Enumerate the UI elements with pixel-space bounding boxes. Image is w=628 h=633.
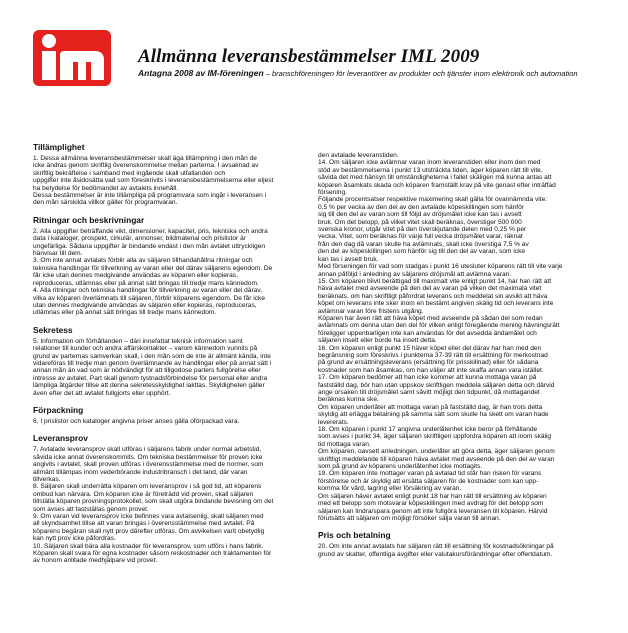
text-line: lämpliga åtgärder tillse att denna sekretesskyldighet iakttas. Skyldigheten gäller [33, 382, 265, 390]
text-line: utan dennes medgivande användas av säljaren eller kopieras, reproduceras, [33, 301, 257, 309]
text-line: Om köparen underlåter att mottaga varan på fastställd dag, är han trots detta [318, 403, 543, 411]
text-line: ange orsaken till dröjsmålet samt såvitt möjligt den tidpunkt, då mottagandet [318, 389, 540, 396]
text-line: svenska kronor, utgår vitet på den överskjutande delen med 0,25 % per [318, 226, 527, 234]
text-line: ha betydelse för bedömandet av avtalets innehåll. [33, 184, 179, 192]
text-line: reproduceras, utlämnas eller på annat sätt bringas till tredje mans kännedom. [33, 279, 259, 287]
text-line: som på grund av köparens underlåtenhet icke mottagits. [318, 463, 483, 471]
text-line: Dessa bestämmelser är inte tillämpliga på programvara som ingår i leveransen i [33, 192, 267, 200]
text-line: avlämnar varan före fristens utgång. [318, 307, 424, 315]
text-line: den del av köpeskillingen som hänför sig till den del av varan, som icke [318, 248, 526, 256]
text-line: kan nytt prov icke påfordras. [33, 535, 116, 543]
text-line: stöd av bestämmelserna i punkt 13 utsträckta tiden, äger köparen rätt till vite, [318, 166, 543, 174]
text-line: levererats. [318, 418, 349, 426]
text-line: 20. Om inte annat avtalats har säljaren rätt till ersättning för kostnadsökningar på [318, 543, 554, 551]
text-line: den mån särskilda villkor gäller för programvaran. [33, 199, 178, 207]
text-line: försening. [318, 189, 347, 197]
section-body [318, 543, 604, 558]
text-line: förstörelse och är skyldig att ersätta säljaren för de kostnader som kan upp- [318, 477, 539, 485]
text-line: såvida det med hänsyn till omständigheterna i fallet skäligen må kunna antas att [318, 174, 552, 182]
text-line: köparens begäran skall nytt prov därefter utföras. Om avvikelsen varit obetydlig [33, 527, 265, 535]
text-line: grund av parternas samverkan skall, i den mån som de inte är allmänt kända, inte [33, 352, 271, 360]
text-line: med ett belopp som motsvarar köpeskillingen med avdrag för det belopp som [318, 500, 544, 508]
text-line: häva avtalet med avseende på den del av varan på vilken det maximala vitet [318, 285, 542, 293]
text-line: tekniska handlingar för tillverkning av varan eller del därav säljarens egendom. De [33, 264, 273, 272]
left-column [33, 142, 305, 573]
text-line: hänvisar till dem. [33, 250, 83, 258]
section-heading: Ritningar och beskrivningar [33, 214, 145, 225]
text-line: vidareföras till tredje man genom överlämnande av handlingar eller på annat sätt i [33, 359, 272, 367]
text-line: beräknas kunna ske. [318, 396, 379, 404]
text-line: Köparen har även rätt att häva köpet med avseende på sådan del som redan [318, 314, 543, 322]
section [318, 530, 604, 558]
text-line: föreligger uppenbarligen inte kan användas för det avsedda ändamålet och [318, 329, 537, 337]
text-line: intresse av avtalet. Part skall genom tystnadsförbindelse för personal eller andra [33, 374, 268, 382]
text-line: fastställd dag, bör han utan uppskov skriftligen meddela säljaren detta och därvid [318, 381, 555, 389]
text-line: all skyndsamhet tillse att varan bringas i överensstämmelse med avtalet. På [33, 520, 255, 528]
text-line: Med förseningen för vad som stadgas i punkt 16 utesluter köparens rätt till vite varje [318, 263, 563, 271]
text-line: annan mån än vad som är nödvändigt för att tillgodose parters fullgörelse eller [33, 367, 261, 375]
right-column [318, 152, 604, 566]
subtitle-description: – branschföreningen för leverantörer av produkter och tjänster inom elektronik och automation [263, 69, 578, 78]
section-heading: Sekretess [33, 324, 73, 335]
section [318, 152, 604, 522]
text-line: 16. Om köparen enligt punkt 15 häver köpet eller del därav har han med den [318, 344, 542, 352]
section-body [33, 418, 305, 425]
text-line: på grund av ersättningsleverans (ersättning för prisskillnad) eller för sådana [318, 359, 539, 367]
section [33, 433, 305, 565]
text-line: 18. Om köparen i punkt 17 angivna underlåtenhet icke beror på förhållande [318, 426, 538, 434]
text-line: ungefärliga. Sådana uppgifter är bindande endast i den mån avtalet uttryckligen [33, 242, 266, 250]
text-line: köpet om leverans inte sker inom en bestämt angiven skälig tid och leverans inte [318, 300, 554, 308]
text-line: skyldig att erlägga betalning på samma sätt som skulle ha skett om varan hade [318, 411, 549, 419]
text-line: uppgifter inte åsidosätta vad som föreskrivits i leveransbestämmelserna eller eljest [33, 177, 274, 185]
text-line: 5. Information om förhållanden – däri innefattat teknisk information samt [33, 337, 243, 345]
text-line: utlämnas eller på annat sätt bringas till tredje mans kännedom. [33, 309, 217, 317]
text-line: 2. Alla uppgifter beträffande vikt, dimensioner, kapacitet, pris, tekniska och andra [33, 227, 268, 235]
text-line: Om säljaren häver avtalet enligt punkt 18 har han rätt till ersättning av köparen [318, 492, 547, 500]
text-line: relationer till kunder och andra affärskontakter – varom kännedom vunnits på [33, 345, 258, 353]
text-line: såvida icke annat överenskommits. Om tekniska bestämmelser för proven icke [33, 453, 263, 461]
section-heading: Pris och betalning [318, 530, 391, 541]
text-line: den avtalade leveranstiden. [318, 152, 399, 159]
text-line: från den dag då varan skulle ha avlämnats, skall icke överstiga 7,5 % av [318, 240, 529, 248]
text-line: avlämnats om denna utan den del för vilken enligt föregående mening hävningsrätt [318, 322, 560, 330]
text-line: ombud kan närvara. Om köparen icke är företrädd vid proven, skall säljaren [33, 490, 254, 498]
text-line: får icke utan dennes medgivande användas av köparen eller kopieras, [33, 272, 238, 280]
document-title: Allmänna leveransbestämmelser IML 2009 [138, 46, 480, 67]
text-line: som avses i punkt 34, äger säljaren skriftligen uppfordra köparen att inom skälig [318, 433, 552, 441]
section-heading: Tillämplighet [33, 142, 85, 152]
text-line: 6. I prislistor och kataloger angivna priser anses gälla oförpackad vara. [33, 417, 240, 425]
text-line: angivits i avtalet, skall proven utföras i överensstämmelse med de normer, som [33, 461, 264, 469]
section-body [33, 446, 305, 565]
section-heading: Leveransprov [33, 433, 88, 444]
text-line: 14. Om säljaren icke avlämnar varan inom leveranstiden eller inom den med [318, 159, 541, 167]
text-line: som avses att fastställas genom provet. [33, 505, 149, 513]
text-line: 8. Säljaren skall underrätta köparen om leveransprov i så god tid, att köparens [33, 483, 262, 491]
logo-letter-i [42, 51, 56, 80]
text-line: säljaren insett eller borde ha insett detta. [318, 337, 437, 345]
text-line: beräknats, om han skriftligt påfordrat leverans och meddelat sin avsikt att häva [318, 292, 548, 300]
logo-dot [42, 34, 56, 48]
section-body [33, 155, 305, 207]
text-line: vecka. Vitet, som beräknas för varje full vecka dröjsmålet varar, räknat [318, 233, 523, 241]
section-body [33, 228, 305, 317]
text-line: säljaren kan lindra/spara genom att inte fullgöra leveransen till köparen. Härvid [318, 507, 548, 515]
text-line: sig till den del av varan som till följd av dröjsmålet icke kan tas i avsett [318, 211, 522, 219]
text-line: Om köparen, oavsett anledningen, underlåter att göra detta, äger säljaren genom [318, 448, 555, 456]
text-line: 19. Om köparen inte mottager varan på avtalad tid står han risken för varans [318, 470, 542, 478]
text-line: 15. Om köparen blivit berättigad till maximalt vite enligt punkt 14, har han rätt att [318, 277, 552, 285]
text-line: 7. Avtalade leveransprov skall utföras i säljarens fabrik under normal arbetstid, [33, 446, 262, 454]
text-line: 9. Om varan vid leveransprov icke befinnes vara avtalsenlig, skall säljaren med [33, 513, 264, 521]
im-logo [33, 30, 111, 86]
text-line: skriftligt meddelande till köparen häva avtalet med avseende på den del av varan [318, 455, 555, 463]
text-line: 17. Om köparen bedömer att han icke kommer att kunna mottaga varan på [318, 374, 537, 382]
text-line: köparen åsamkats skada och köparen framställt krav på vite genast efter inträffad [318, 181, 556, 189]
text-line: Följande procentsatser respektive maximering skall gälla för ovannämnda vite: [318, 196, 548, 204]
text-line: tid mottaga varan. [318, 440, 371, 448]
document-subtitle [138, 68, 578, 78]
section [33, 215, 305, 317]
text-line: bruk. Om det belopp, på vilket vitet skall beräknas, överstiger 500 000 [318, 218, 522, 226]
text-line: skriftlig bekräftelse i samband med ingående skall utfallanden och [33, 169, 226, 177]
text-line: data i kataloger, prospekt, cirkulär, annonser, bildmaterial och prislistor är [33, 235, 246, 243]
logo-letter-m [60, 51, 104, 80]
text-line: Köparen skall svara för egna kostnader såsom reskostnader och traktamenten för [33, 550, 272, 558]
text-line: begränsning som föreskrivs i punkterna 37-39 rätt till ersättning för merkostnad [318, 351, 548, 359]
text-line: komma för vård, lagring eller försäkring av varan. [318, 485, 462, 493]
text-line: förutsätts att säljaren om möjligt försöker sälja varan till annan. [318, 514, 501, 522]
text-line: tillställa köparen provningsprotokollet, som skall utgöra bindande bevisning om det [33, 498, 274, 506]
text-line: kostnader som han åsamkas, om han väljer att inte skaffa annan vara istället. [318, 366, 544, 374]
section [33, 405, 305, 425]
text-line: tillverkas. [33, 476, 61, 483]
section [33, 142, 305, 207]
text-line: 10. Säljaren skall bära alla kostnader för leveransprov, som utförs i hans fabrik. [33, 542, 264, 550]
text-line: 4. Alla ritningar och tekniska handlingar för tillverkning av varan eller del därav, [33, 287, 262, 295]
text-line: kan tas i avsett bruk. [318, 255, 379, 263]
section-body [318, 152, 604, 522]
text-line: vilka av köparen överlämnats till säljaren, förblir köparens egendom. De får icke [33, 294, 265, 302]
text-line: grund av skatter, offentliga avgifter eller valutakursförändringar efter offertdatum. [318, 550, 553, 558]
text-line: av honom anlitade medhjälpare vid provet. [33, 557, 158, 565]
text-line: annan påföljd i anledning av säljarens dröjsmål att avlämna varan. [318, 270, 512, 278]
text-line: 0,5 % per vecka av den del av den avtalade köpeskillingen som hänför [318, 203, 524, 211]
text-line: allmänt tillämpas inom vederbörande industribransch i det land, där varan [33, 468, 248, 476]
section-body [33, 338, 305, 397]
text-line: 1. Dessa allmänna leveransbestämmelser skall äga tillämpning i den mån de [33, 155, 257, 162]
section-heading: Förpackning [33, 404, 84, 415]
section [33, 325, 305, 397]
subtitle-adopted: Antagna 2008 av IM-föreningen [138, 68, 264, 78]
text-line: 3. Om inte annat avtalats förblir alla av säljaren tillhandahållna ritningar och [33, 257, 253, 265]
text-line: icke ändras genom skriftlig överenskommelse mellan parterna. I avsaknad av [33, 162, 259, 170]
text-line: även efter det att avtalet fullgjorts eller upphört. [33, 389, 171, 397]
